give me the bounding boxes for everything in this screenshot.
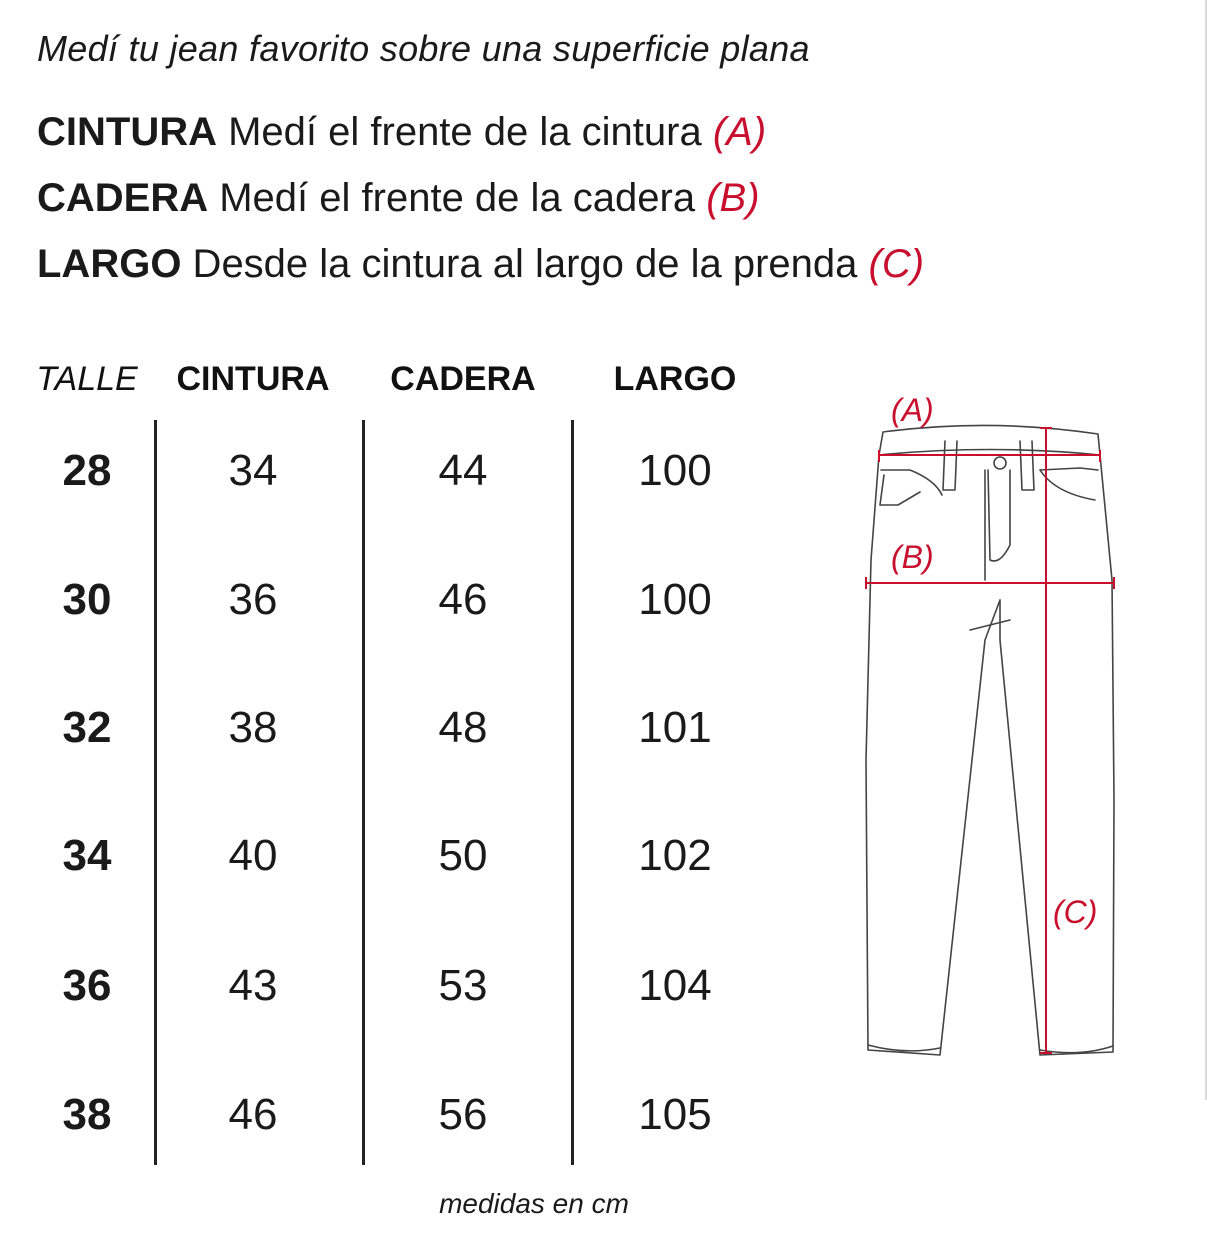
instruction-largo (37, 242, 924, 287)
table-row (0, 575, 800, 635)
largo-cell: 100 (638, 446, 712, 495)
cintura-cell: 38 (228, 703, 278, 752)
instruction-key: LARGO (37, 242, 182, 286)
header-talle: TALLE (36, 360, 138, 398)
cadera-cell: 56 (438, 1090, 488, 1139)
cintura-cell: 36 (228, 575, 278, 624)
jeans-icon (850, 385, 1140, 1085)
largo-cell: 100 (638, 575, 712, 624)
instruction-cintura (37, 110, 766, 155)
table-row (0, 961, 800, 1021)
cadera-cell: 50 (438, 831, 488, 880)
size-cell: 30 (62, 575, 112, 624)
instruction-key: CADERA (37, 176, 209, 220)
cadera-cell: 53 (438, 961, 488, 1010)
size-cell: 32 (62, 703, 112, 752)
largo-cell: 101 (638, 703, 712, 752)
label-c: (C) (1053, 894, 1098, 930)
cintura-cell: 46 (228, 1090, 278, 1139)
table-row (0, 446, 800, 506)
column-divider (571, 420, 574, 1165)
instruction-text: Medí el frente de la cadera (208, 176, 707, 220)
label-b: (B) (891, 539, 934, 575)
cadera-cell: 44 (438, 446, 488, 495)
size-cell: 28 (62, 446, 112, 495)
instruction-text: Medí el frente de la cintura (216, 110, 713, 154)
table-row (0, 703, 800, 763)
instruction-ref: (C) (868, 242, 925, 286)
header-cintura: CINTURA (176, 360, 330, 398)
instruction-text: Desde la cintura al largo de la prenda (181, 242, 869, 286)
header-cadera: CADERA (390, 360, 536, 398)
cintura-cell: 34 (228, 446, 278, 495)
header-largo: LARGO (613, 360, 737, 398)
column-divider (362, 420, 365, 1165)
table-row (0, 1090, 800, 1150)
largo-cell: 104 (638, 961, 712, 1010)
size-cell: 36 (62, 961, 112, 1010)
largo-cell: 102 (638, 831, 712, 880)
cadera-cell: 48 (438, 703, 488, 752)
cintura-cell: 40 (228, 831, 278, 880)
largo-cell: 105 (638, 1090, 712, 1139)
intro-text: Medí tu jean favorito sobre una superficie plana (37, 28, 810, 69)
instruction-cadera (37, 176, 760, 221)
label-a: (A) (891, 392, 934, 428)
table-row (0, 831, 800, 891)
instruction-ref: (A) (712, 110, 767, 154)
cadera-cell: 46 (438, 575, 488, 624)
instruction-key: CINTURA (37, 110, 217, 154)
column-divider (154, 420, 157, 1165)
instruction-ref: (B) (706, 176, 760, 220)
size-cell: 38 (62, 1090, 112, 1139)
units-note: medidas en cm (439, 1188, 629, 1219)
size-cell: 34 (62, 831, 112, 880)
cintura-cell: 43 (228, 961, 278, 1010)
